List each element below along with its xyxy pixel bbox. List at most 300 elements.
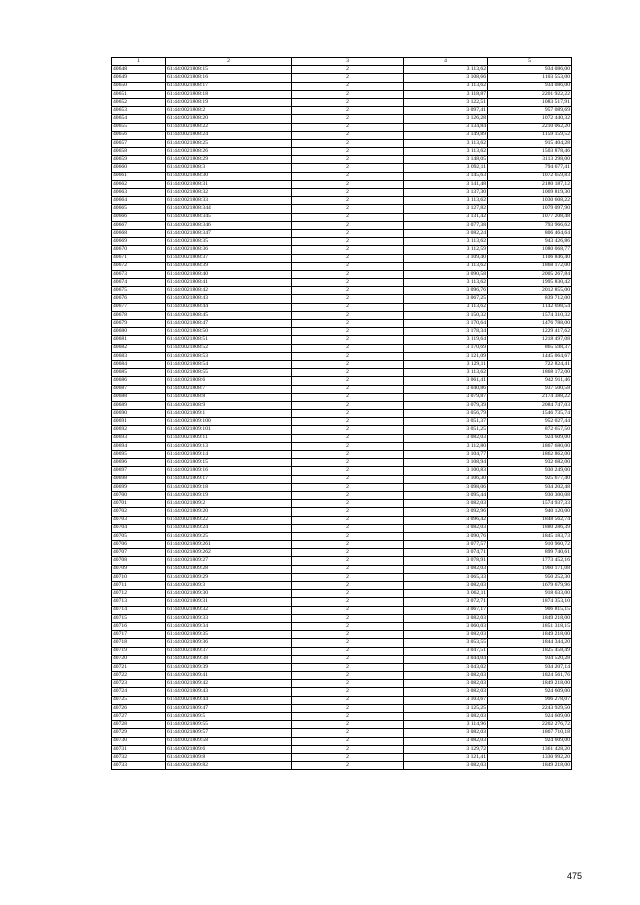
area-cell: 3 082,03 — [404, 565, 488, 573]
count-cell: 2 — [292, 737, 404, 745]
count-cell: 2 — [292, 393, 404, 401]
table-row — [112, 352, 572, 360]
value-cell: 950 252,30 — [488, 573, 572, 581]
count-cell: 2 — [292, 631, 404, 639]
count-cell: 2 — [292, 385, 404, 393]
value-cell: 934 207,14 — [488, 663, 572, 671]
count-cell: 2 — [292, 459, 404, 467]
row-number-cell: 40652 — [112, 98, 166, 106]
area-cell: 3 129,72 — [404, 745, 488, 753]
row-number-cell: 40697 — [112, 467, 166, 475]
table-row — [112, 164, 572, 172]
table-body — [112, 66, 572, 770]
count-cell: 2 — [292, 115, 404, 123]
table-row — [112, 442, 572, 450]
data-table — [111, 57, 572, 770]
area-cell: 3 051,37 — [404, 418, 488, 426]
row-number-cell: 40681 — [112, 336, 166, 344]
count-cell: 2 — [292, 745, 404, 753]
row-number-cell: 40686 — [112, 377, 166, 385]
area-cell: 3 113,62 — [404, 303, 488, 311]
cadastral-number-cell: 61:44:0021808:55 — [166, 369, 292, 377]
value-cell: 1845 183,73 — [488, 532, 572, 540]
area-cell: 3 082,03 — [404, 737, 488, 745]
count-cell: 2 — [292, 287, 404, 295]
value-cell: 1868 172,00 — [488, 369, 572, 377]
table-row — [112, 573, 572, 581]
row-number-cell: 40704 — [112, 524, 166, 532]
count-cell: 2 — [292, 573, 404, 581]
row-number-cell: 40730 — [112, 737, 166, 745]
value-cell: 1077 208,48 — [488, 213, 572, 221]
row-number-cell: 40733 — [112, 762, 166, 770]
area-cell: 3 082,03 — [404, 762, 488, 770]
table-row — [112, 123, 572, 131]
cadastral-number-cell: 61:44:0021808:3 — [166, 164, 292, 172]
count-cell: 2 — [292, 614, 404, 622]
cadastral-number-cell: 61:44:0021809:57 — [166, 729, 292, 737]
count-cell: 2 — [292, 467, 404, 475]
cadastral-number-cell: 61:44:0021809:11 — [166, 434, 292, 442]
row-number-cell: 40707 — [112, 549, 166, 557]
cadastral-number-cell: 61:44:0021809:55 — [166, 721, 292, 729]
row-number-cell: 40705 — [112, 532, 166, 540]
count-cell: 2 — [292, 303, 404, 311]
area-cell: 3 096,42 — [404, 516, 488, 524]
count-cell: 2 — [292, 254, 404, 262]
row-number-cell: 40673 — [112, 270, 166, 278]
cadastral-number-cell: 61:44:0021809:16 — [166, 467, 292, 475]
cadastral-number-cell: 61:44:0021809:35 — [166, 631, 292, 639]
table-row — [112, 254, 572, 262]
count-cell: 2 — [292, 516, 404, 524]
count-cell: 2 — [292, 672, 404, 680]
cadastral-number-cell: 61:44:0021809:32 — [166, 606, 292, 614]
row-number-cell: 40669 — [112, 238, 166, 246]
cadastral-number-cell: 61:44:0021808:17 — [166, 82, 292, 90]
count-cell: 2 — [292, 246, 404, 254]
table-row — [112, 303, 572, 311]
table-row — [112, 680, 572, 688]
table-row — [112, 115, 572, 123]
row-number-cell: 40714 — [112, 606, 166, 614]
table-row — [112, 704, 572, 712]
table-row — [112, 213, 572, 221]
value-cell: 1476 788,00 — [488, 320, 572, 328]
value-cell: 930 249,00 — [488, 467, 572, 475]
area-cell: 3 040,86 — [404, 385, 488, 393]
cadastral-number-cell: 61:44:0021808:29 — [166, 156, 292, 164]
table-row — [112, 287, 572, 295]
value-cell: 1679 679,96 — [488, 582, 572, 590]
value-cell: 952 027,44 — [488, 418, 572, 426]
value-cell: 1445 064,67 — [488, 352, 572, 360]
value-cell: 2005 267,84 — [488, 270, 572, 278]
table-row — [112, 229, 572, 237]
area-cell: 3 082,03 — [404, 434, 488, 442]
row-number-cell: 40723 — [112, 680, 166, 688]
value-cell: 1867 680,00 — [488, 442, 572, 450]
count-cell: 2 — [292, 688, 404, 696]
cadastral-number-cell: 61:44:0021809:58 — [166, 737, 292, 745]
table-row — [112, 729, 572, 737]
row-number-cell: 40710 — [112, 573, 166, 581]
row-number-cell: 40717 — [112, 631, 166, 639]
row-number-cell: 40690 — [112, 410, 166, 418]
area-cell: 3 098,06 — [404, 483, 488, 491]
row-number-cell: 40727 — [112, 713, 166, 721]
table-row — [112, 467, 572, 475]
table-row — [112, 696, 572, 704]
count-cell: 2 — [292, 663, 404, 671]
count-cell: 2 — [292, 262, 404, 270]
count-cell: 2 — [292, 680, 404, 688]
value-cell: 918 633,00 — [488, 590, 572, 598]
value-cell: 934 086,00 — [488, 82, 572, 90]
value-cell: 910 960,72 — [488, 541, 572, 549]
cadastral-number-cell: 61:44:0021809:2 — [166, 500, 292, 508]
row-number-cell: 40700 — [112, 491, 166, 499]
count-cell: 2 — [292, 451, 404, 459]
table-row — [112, 524, 572, 532]
table-row — [112, 541, 572, 549]
table-row — [112, 82, 572, 90]
row-number-cell: 40658 — [112, 148, 166, 156]
cadastral-number-cell: 61:44:0021809:36 — [166, 639, 292, 647]
count-cell: 2 — [292, 344, 404, 352]
row-number-cell: 40687 — [112, 385, 166, 393]
table-row — [112, 221, 572, 229]
count-cell: 2 — [292, 483, 404, 491]
value-cell: 1874 353,10 — [488, 598, 572, 606]
count-cell: 2 — [292, 82, 404, 90]
table-row — [112, 418, 572, 426]
table-row — [112, 483, 572, 491]
count-cell: 2 — [292, 606, 404, 614]
table-row — [112, 582, 572, 590]
table-row — [112, 426, 572, 434]
row-number-cell: 40661 — [112, 172, 166, 180]
cadastral-number-cell: 61:44:0021808:2 — [166, 107, 292, 115]
area-cell: 3 103,67 — [404, 696, 488, 704]
area-cell: 3 112,80 — [404, 442, 488, 450]
cadastral-number-cell: 61:44:0021808:347 — [166, 229, 292, 237]
count-cell: 2 — [292, 500, 404, 508]
count-cell: 2 — [292, 238, 404, 246]
value-cell: 934 086,00 — [488, 66, 572, 74]
value-cell: 924 609,00 — [488, 713, 572, 721]
value-cell: 2243 929,50 — [488, 704, 572, 712]
cadastral-number-cell: 61:44:0021808:31 — [166, 180, 292, 188]
area-cell: 3 082,03 — [404, 680, 488, 688]
value-cell: 942 911,46 — [488, 377, 572, 385]
value-cell: 1824 561,76 — [488, 672, 572, 680]
cadastral-number-cell: 61:44:0021809:100 — [166, 418, 292, 426]
row-number-cell: 40721 — [112, 663, 166, 671]
table-row — [112, 516, 572, 524]
area-cell: 3 097,41 — [404, 107, 488, 115]
count-cell: 2 — [292, 295, 404, 303]
row-number-cell: 40655 — [112, 123, 166, 131]
count-cell: 2 — [292, 655, 404, 663]
cadastral-number-cell: 61:44:0021809:33 — [166, 614, 292, 622]
value-cell: 1330 992,20 — [488, 753, 572, 761]
count-cell: 2 — [292, 647, 404, 655]
cadastral-number-cell: 61:44:0021809:44 — [166, 696, 292, 704]
row-number-cell: 40656 — [112, 131, 166, 139]
count-cell: 2 — [292, 434, 404, 442]
count-cell: 2 — [292, 557, 404, 565]
row-number-cell: 40672 — [112, 262, 166, 270]
table-row — [112, 647, 572, 655]
value-cell: 924 609,00 — [488, 737, 572, 745]
value-cell: 1546 735,74 — [488, 410, 572, 418]
cadastral-number-cell: 61:44:0021809:25 — [166, 532, 292, 540]
row-number-cell: 40726 — [112, 704, 166, 712]
cadastral-number-cell: 61:44:0021808:16 — [166, 74, 292, 82]
area-cell: 3 072,71 — [404, 598, 488, 606]
cadastral-number-cell: 61:44:0021808:346 — [166, 221, 292, 229]
table-row — [112, 672, 572, 680]
count-cell: 2 — [292, 123, 404, 131]
row-number-cell: 40708 — [112, 557, 166, 565]
area-cell: 3 077,38 — [404, 221, 488, 229]
row-number-cell: 40719 — [112, 647, 166, 655]
area-cell: 3 077,57 — [404, 541, 488, 549]
area-cell: 3 129,11 — [404, 360, 488, 368]
value-cell: 1849 218,00 — [488, 614, 572, 622]
area-cell: 3 122,51 — [404, 98, 488, 106]
value-cell: 1218 497,08 — [488, 336, 572, 344]
value-cell: 1072 440,32 — [488, 115, 572, 123]
row-number-cell: 40659 — [112, 156, 166, 164]
area-cell: 3 113,62 — [404, 139, 488, 147]
count-cell: 2 — [292, 221, 404, 229]
row-number-cell: 40677 — [112, 303, 166, 311]
cadastral-number-cell: 61:44:0021808:39 — [166, 262, 292, 270]
cadastral-number-cell: 61:44:0021808:52 — [166, 344, 292, 352]
area-cell: 3 114,96 — [404, 721, 488, 729]
table-row — [112, 663, 572, 671]
table-row — [112, 295, 572, 303]
area-cell: 3 106,30 — [404, 475, 488, 483]
value-cell: 1867 710,18 — [488, 729, 572, 737]
table-row — [112, 639, 572, 647]
cadastral-number-cell: 61:44:0021808:6 — [166, 377, 292, 385]
table-row — [112, 148, 572, 156]
cadastral-number-cell: 61:44:0021808:53 — [166, 352, 292, 360]
count-cell: 2 — [292, 401, 404, 409]
cadastral-number-cell: 61:44:0021808:26 — [166, 148, 292, 156]
cadastral-number-cell: 61:44:0021809:29 — [166, 573, 292, 581]
area-cell: 3 082,03 — [404, 688, 488, 696]
cadastral-number-cell: 61:44:0021809:42 — [166, 680, 292, 688]
area-cell: 3 170,64 — [404, 320, 488, 328]
count-cell: 2 — [292, 598, 404, 606]
value-cell: 1106 846,40 — [488, 254, 572, 262]
row-number-cell: 40684 — [112, 360, 166, 368]
area-cell: 3 082,03 — [404, 713, 488, 721]
cadastral-number-cell: 61:44:0021809:27 — [166, 557, 292, 565]
cadastral-number-cell: 61:44:0021808:15 — [166, 66, 292, 74]
value-cell: 996 278,07 — [488, 696, 572, 704]
table-row — [112, 508, 572, 516]
count-cell: 2 — [292, 164, 404, 172]
area-cell: 3 047,51 — [404, 647, 488, 655]
area-cell: 3 108,94 — [404, 459, 488, 467]
table-row — [112, 238, 572, 246]
value-cell: 940 120,00 — [488, 508, 572, 516]
row-number-cell: 40679 — [112, 320, 166, 328]
area-cell: 3 082,24 — [404, 229, 488, 237]
table-row — [112, 156, 572, 164]
count-cell: 2 — [292, 704, 404, 712]
table-row — [112, 139, 572, 147]
value-cell: 794 677,41 — [488, 164, 572, 172]
value-cell: 1142 698,54 — [488, 303, 572, 311]
area-cell: 3 104,77 — [404, 451, 488, 459]
cadastral-number-cell: 61:44:0021809:41 — [166, 672, 292, 680]
count-cell: 2 — [292, 279, 404, 287]
count-cell: 2 — [292, 582, 404, 590]
row-number-cell: 40651 — [112, 90, 166, 98]
row-number-cell: 40732 — [112, 753, 166, 761]
count-cell: 2 — [292, 696, 404, 704]
value-cell: 722 824,41 — [488, 360, 572, 368]
table-row — [112, 688, 572, 696]
cadastral-number-cell: 61:44:0021809:15 — [166, 459, 292, 467]
area-cell: 3 113,62 — [404, 262, 488, 270]
cadastral-number-cell: 61:44:0021808:51 — [166, 336, 292, 344]
value-cell: 1849 218,00 — [488, 762, 572, 770]
row-number-cell: 40715 — [112, 614, 166, 622]
area-cell: 3 112,59 — [404, 246, 488, 254]
table-row — [112, 745, 572, 753]
area-cell: 3 118,87 — [404, 90, 488, 98]
value-cell: 932 682,00 — [488, 459, 572, 467]
cadastral-number-cell: 61:44:0021809:43 — [166, 688, 292, 696]
area-cell: 3 082,03 — [404, 631, 488, 639]
value-cell: 1825 458,49 — [488, 647, 572, 655]
cadastral-number-cell: 61:44:0021809:28 — [166, 565, 292, 573]
area-cell: 3 113,62 — [404, 148, 488, 156]
row-number-cell: 40731 — [112, 745, 166, 753]
row-number-cell: 40703 — [112, 516, 166, 524]
area-cell: 3 082,03 — [404, 524, 488, 532]
row-number-cell: 40668 — [112, 229, 166, 237]
value-cell: 1868 172,00 — [488, 262, 572, 270]
count-cell: 2 — [292, 410, 404, 418]
cadastral-number-cell: 61:44:0021808:50 — [166, 328, 292, 336]
row-number-cell: 40665 — [112, 205, 166, 213]
area-cell: 3 119,64 — [404, 336, 488, 344]
count-cell: 2 — [292, 753, 404, 761]
cadastral-number-cell: 61:44:0021808:32 — [166, 189, 292, 197]
table-row — [112, 279, 572, 287]
count-cell: 2 — [292, 622, 404, 630]
cadastral-number-cell: 61:44:0021809:261 — [166, 541, 292, 549]
count-cell: 2 — [292, 320, 404, 328]
value-cell: 1159 159,52 — [488, 131, 572, 139]
value-cell: 934 520,28 — [488, 655, 572, 663]
cadastral-number-cell: 61:44:0021808:30 — [166, 172, 292, 180]
cadastral-number-cell: 61:44:0021808:19 — [166, 98, 292, 106]
row-number-cell: 40654 — [112, 115, 166, 123]
row-number-cell: 40722 — [112, 672, 166, 680]
value-cell: 1030 608,22 — [488, 197, 572, 205]
count-cell: 2 — [292, 713, 404, 721]
row-number-cell: 40685 — [112, 369, 166, 377]
count-cell: 2 — [292, 205, 404, 213]
value-cell: 957 089,69 — [488, 107, 572, 115]
area-cell: 3 061,41 — [404, 377, 488, 385]
table-row — [112, 491, 572, 499]
table-row — [112, 434, 572, 442]
cadastral-number-cell: 61:44:0021809:17 — [166, 475, 292, 483]
area-cell: 3 082,03 — [404, 672, 488, 680]
area-cell: 3 067,25 — [404, 295, 488, 303]
cadastral-number-cell: 61:44:0021808:24 — [166, 131, 292, 139]
count-cell: 2 — [292, 549, 404, 557]
table-row — [112, 713, 572, 721]
row-number-cell: 40692 — [112, 426, 166, 434]
table-row — [112, 90, 572, 98]
row-number-cell: 40683 — [112, 352, 166, 360]
cadastral-number-cell: 61:44:0021808:25 — [166, 139, 292, 147]
area-cell: 3 108,66 — [404, 74, 488, 82]
cadastral-number-cell: 61:44:0021809:6 — [166, 745, 292, 753]
count-cell: 2 — [292, 377, 404, 385]
table-row — [112, 369, 572, 377]
area-cell: 3 113,62 — [404, 279, 488, 287]
cadastral-number-cell: 61:44:0021809:262 — [166, 549, 292, 557]
row-number-cell: 40699 — [112, 483, 166, 491]
value-cell: 1229 417,62 — [488, 328, 572, 336]
count-cell: 2 — [292, 189, 404, 197]
value-cell: 1574 310,32 — [488, 311, 572, 319]
table-row — [112, 328, 572, 336]
value-cell: 1773 452,16 — [488, 557, 572, 565]
cadastral-number-cell: 61:44:0021808:20 — [166, 115, 292, 123]
cadastral-number-cell: 61:44:0021808:18 — [166, 90, 292, 98]
table-row — [112, 557, 572, 565]
cadastral-number-cell: 61:44:0021809:1 — [166, 410, 292, 418]
table-row — [112, 393, 572, 401]
area-cell: 3 043,02 — [404, 663, 488, 671]
value-cell: 1079 097,90 — [488, 205, 572, 213]
value-cell: 915 404,28 — [488, 139, 572, 147]
table-row — [112, 598, 572, 606]
count-cell: 2 — [292, 426, 404, 434]
cadastral-number-cell: 61:44:0021808:43 — [166, 295, 292, 303]
count-cell: 2 — [292, 729, 404, 737]
value-cell: 1361 428,20 — [488, 745, 572, 753]
cadastral-number-cell: 61:44:0021808:345 — [166, 213, 292, 221]
area-cell: 3 109,40 — [404, 254, 488, 262]
row-number-cell: 40691 — [112, 418, 166, 426]
cadastral-number-cell: 61:44:0021809:20 — [166, 508, 292, 516]
row-number-cell: 40701 — [112, 500, 166, 508]
count-cell: 2 — [292, 475, 404, 483]
row-number-cell: 40688 — [112, 393, 166, 401]
cadastral-number-cell: 61:44:0021808:9 — [166, 401, 292, 409]
cadastral-number-cell: 61:44:0021809:18 — [166, 483, 292, 491]
area-cell: 3 178,34 — [404, 328, 488, 336]
cadastral-number-cell: 61:44:0021809:47 — [166, 704, 292, 712]
table-row — [112, 385, 572, 393]
value-cell: 2202 276,72 — [488, 721, 572, 729]
row-number-cell: 40664 — [112, 197, 166, 205]
